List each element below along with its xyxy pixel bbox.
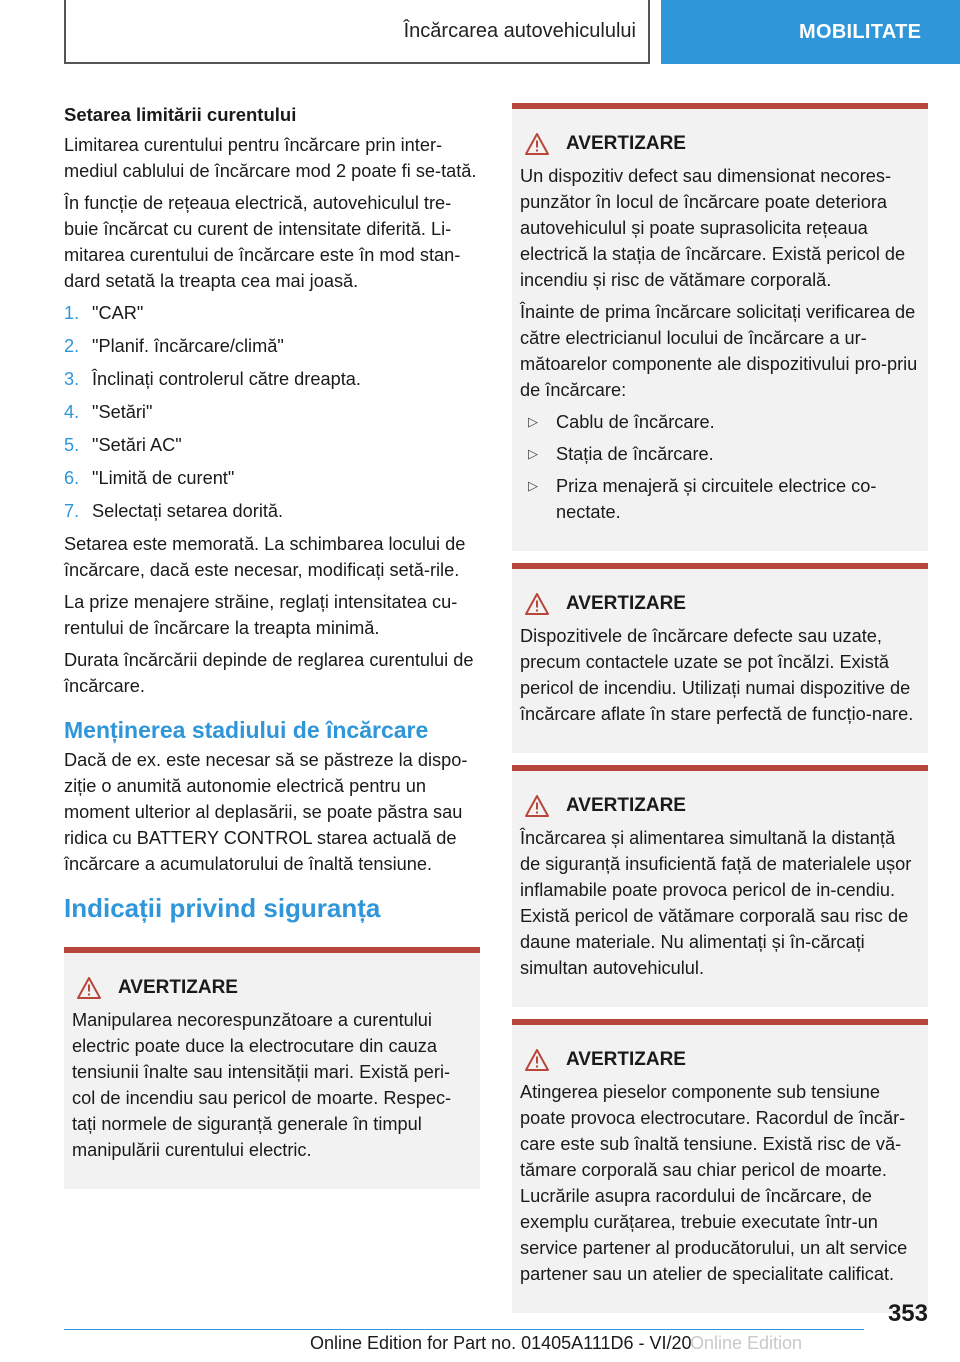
component-list xyxy=(520,409,920,525)
after-paragraph-1: Setarea este memorată. La schimbarea locului de încărcare, dacă este necesar, modificați setă-rile. xyxy=(64,534,466,580)
right-column xyxy=(512,103,928,1325)
warning-box xyxy=(64,947,480,1189)
step-text: "Planif. încărcare/climă" xyxy=(92,336,284,356)
section-tab xyxy=(661,0,960,64)
warning-text-2: Înainte de prima încărcare solicitați verificarea de către electricianul locului de încărcare a ur-mătoarelor componente ale dispozitivului pro-priu de încărcare: xyxy=(520,302,918,400)
step-number: 5. xyxy=(64,435,80,455)
warning-triangle-icon xyxy=(524,1048,550,1072)
step-item xyxy=(64,333,480,359)
intro-paragraph-2: În funcție de rețeaua electrică, autovehiculul tre-buie încărcat cu curent de intensitate diferită. Li-mitarea curentului de încărcare este în mod stan-dard setată la treapta cea mai joasă. xyxy=(64,193,461,291)
step-item xyxy=(64,465,480,491)
chapter-title-box xyxy=(64,0,650,64)
list-item xyxy=(520,473,920,525)
after-paragraph-2: La prize menajere străine, reglați intensitatea cu-rentului de încărcare la treapta minimă. xyxy=(64,592,458,638)
step-number: 4. xyxy=(64,402,80,422)
warning-text: Manipularea necorespunzătoare a curentului electric poate duce la electrocutare din cauza tensiunii înalte sau intensității mari. Există peri-col de incendiu sau pericol de moarte. Respec-tați normele de siguranță generale în timpul manipulării curentului electric. xyxy=(72,1010,452,1160)
chapter-title: Încărcarea autovehiculului xyxy=(403,19,636,42)
step-item xyxy=(64,498,480,524)
intro-paragraph-1: Limitarea curentului pentru încărcare prin inter-mediul cablului de încărcare mod 2 poate fi se-tată. xyxy=(64,135,477,181)
warning-title xyxy=(72,975,472,1001)
warning-text: Dispozitivele de încărcare defecte sau uzate, precum contactele uzate se pot încălzi. Există pericol de incendiu. Utilizați numai dispozitive de încărcare aflate în stare perfectă de funcțio-nare. xyxy=(520,626,914,724)
warning-box xyxy=(512,563,928,753)
step-text: Înclinați controlerul către dreapta. xyxy=(92,369,361,389)
triangle-bullet-icon: ▷ xyxy=(528,478,538,493)
steps-list xyxy=(64,300,480,524)
warning-title xyxy=(520,131,920,157)
warning-triangle-icon xyxy=(524,794,550,818)
step-item xyxy=(64,366,480,392)
list-item-text: Stația de încărcare. xyxy=(556,444,714,464)
warning-triangle-icon xyxy=(76,976,102,1000)
step-number: 3. xyxy=(64,369,80,389)
warning-title xyxy=(520,591,920,617)
step-item xyxy=(64,300,480,326)
step-item xyxy=(64,399,480,425)
warning-box xyxy=(512,1019,928,1313)
page-header xyxy=(0,0,960,66)
step-number: 2. xyxy=(64,336,80,356)
watermark-text: Online Edition xyxy=(690,1333,803,1353)
list-item xyxy=(520,441,920,467)
warning-box xyxy=(512,765,928,1007)
warning-text: Un dispozitiv defect sau dimensionat necores-punzător în locul de încărcare poate deteriora autovehiculul și poate suprasolicita rețeaua electrică la stația de încărcare. Există pericol de incendiu și risc de vătămare corporală. xyxy=(520,166,906,290)
left-column xyxy=(64,102,480,1201)
warning-title-text: AVERTIZARE xyxy=(566,1049,686,1070)
footer-divider xyxy=(64,1329,864,1330)
warning-text: Încărcarea și alimentarea simultană la distanță de siguranță insuficientă față de materialele ușor inflamabile poate provoca pericol de in-cendiu. Există pericol de vătămare corporală sau risc de daune materiale. Nu alimentați și în-cărcați simultan autovehiculul. xyxy=(520,828,912,978)
maintain-charge-paragraph: Dacă de ex. este necesar să se păstreze la dispo-ziție o anumită autonomie electrică pentru un moment ulterior al deplasării, se poate păstra sau ridica cu BATTERY CONTROL starea actuală de încărcare a acumulatorului de înaltă tensiune. xyxy=(64,750,468,874)
safety-heading: Indicații privind siguranța xyxy=(64,893,381,923)
step-number: 7. xyxy=(64,501,80,521)
warning-title xyxy=(520,1047,920,1073)
triangle-bullet-icon: ▷ xyxy=(528,446,538,461)
warning-title-text: AVERTIZARE xyxy=(566,795,686,816)
triangle-bullet-icon: ▷ xyxy=(528,414,538,429)
step-text: "Setări AC" xyxy=(92,435,182,455)
warning-title-text: AVERTIZARE xyxy=(118,977,238,998)
warning-title-text: AVERTIZARE xyxy=(566,133,686,154)
section-tab-label: MOBILITATE xyxy=(799,20,922,43)
maintain-charge-heading: Menținerea stadiului de încărcare xyxy=(64,717,429,743)
warning-title-text: AVERTIZARE xyxy=(566,593,686,614)
step-text: "Setări" xyxy=(92,402,153,422)
list-item-text: Cablu de încărcare. xyxy=(556,412,715,432)
step-number: 1. xyxy=(64,303,80,323)
warning-box xyxy=(512,103,928,551)
list-item xyxy=(520,409,920,435)
warning-title xyxy=(520,793,920,819)
current-limit-subheading: Setarea limitării curentului xyxy=(64,104,297,125)
edition-text: Online Edition for Part no. 01405A111D6 - VI/20 xyxy=(310,1333,692,1353)
after-paragraph-3: Durata încărcării depinde de reglarea curentului de încărcare. xyxy=(64,650,474,696)
warning-triangle-icon xyxy=(524,132,550,156)
step-number: 6. xyxy=(64,468,80,488)
step-text: "Limită de curent" xyxy=(92,468,235,488)
step-text: "CAR" xyxy=(92,303,144,323)
page-number: 353 xyxy=(887,1300,928,1327)
step-text: Selectați setarea dorită. xyxy=(92,501,284,521)
warning-triangle-icon xyxy=(524,592,550,616)
list-item-text: Priza menajeră și circuitele electrice co-nectate. xyxy=(556,476,877,522)
step-item xyxy=(64,432,480,458)
warning-text: Atingerea pieselor componente sub tensiune poate provoca electrocutare. Racordul de încăr-care este sub înaltă tensiune. Există risc de vă-tămare corporală sau chiar pericol de moarte. Lucrările asupra racordului de încărcare, de exemplu curățarea, trebuie executate într-un service partener al producătorului, un alt service partener sau un atelier de specialitate calificat. xyxy=(520,1082,908,1284)
